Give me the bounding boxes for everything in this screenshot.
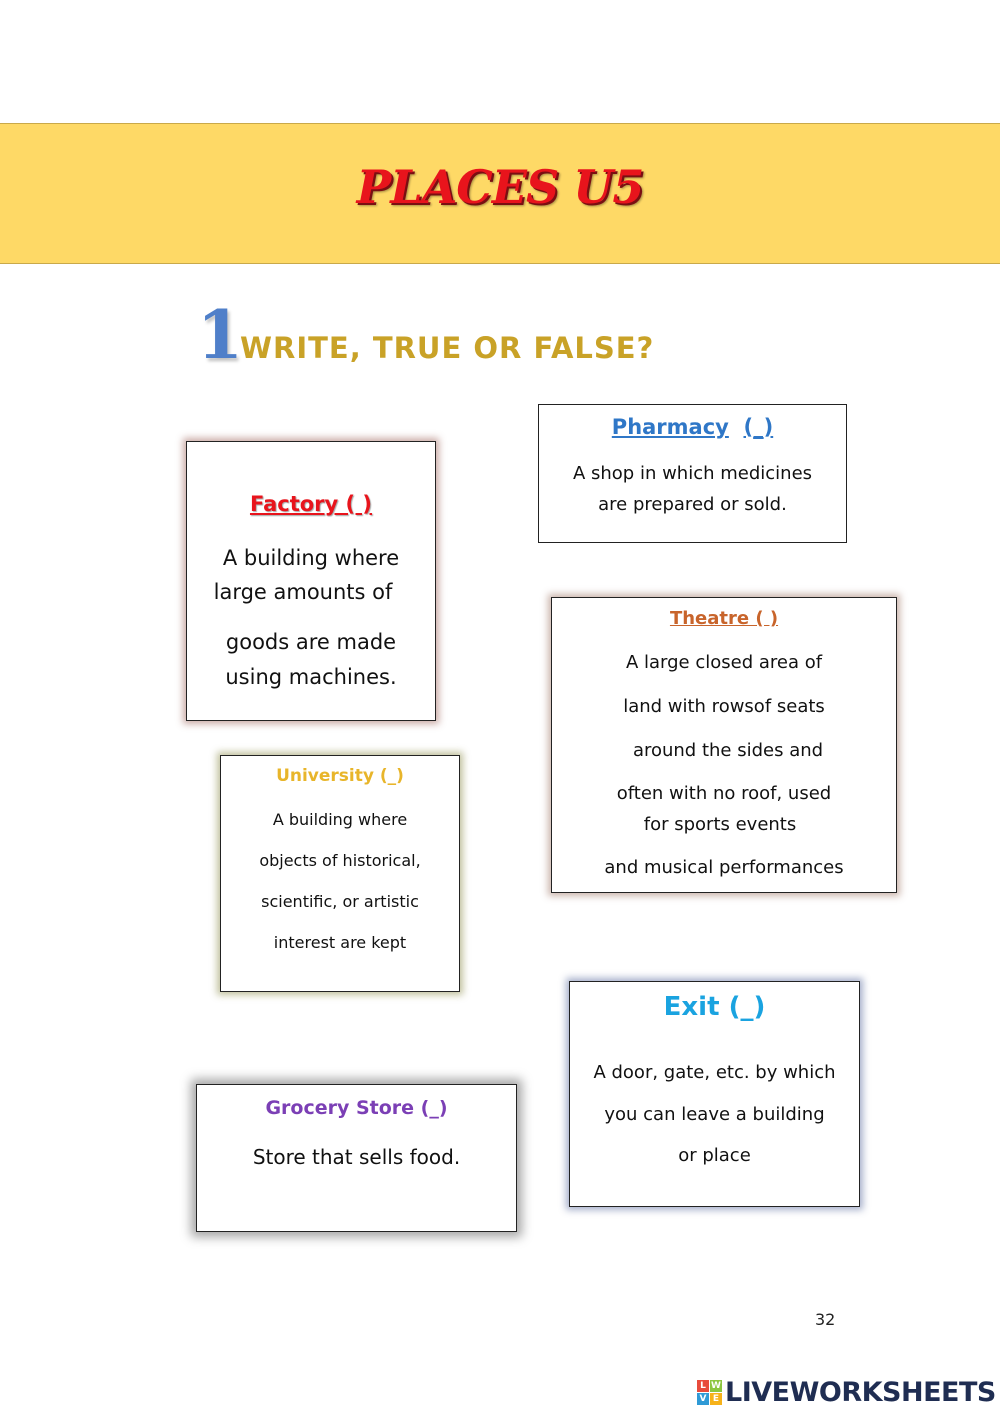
card-factory-line: using machines. (225, 665, 397, 689)
card-factory-title[interactable]: Factory ( ) (249, 492, 373, 516)
card-exit-line: or place (678, 1145, 751, 1166)
liveworksheets-logo[interactable] (697, 1377, 996, 1408)
exercise-number: 1 (197, 296, 243, 374)
card-grocery-store (196, 1084, 517, 1232)
card-pharmacy-title-row (539, 415, 846, 439)
card-factory-line: large amounts of (213, 580, 393, 604)
card-theatre-line: around the sides and (632, 740, 824, 761)
page-number: 32 (815, 1310, 836, 1329)
logo-letter: E (710, 1393, 722, 1405)
card-university-line: interest are kept (273, 933, 407, 952)
card-university-title[interactable]: University (_) (276, 766, 404, 786)
card-factory (186, 441, 436, 721)
card-university-line: objects of historical, (259, 851, 421, 870)
logo-letter: W (711, 1381, 721, 1391)
card-theatre (551, 597, 897, 893)
card-grocery-line: Store that sells food. (252, 1145, 461, 1169)
card-pharmacy-title[interactable]: Pharmacy (611, 415, 729, 439)
card-theatre-line: and musical performances (604, 857, 844, 878)
card-university-line: A building where (272, 810, 408, 829)
card-factory-line: A building where (222, 546, 400, 570)
logo-mark-icon (697, 1380, 722, 1405)
card-factory-line: goods are made (225, 630, 397, 654)
card-pharmacy (538, 404, 847, 543)
card-theatre-title[interactable]: Theatre ( ) (669, 608, 779, 629)
card-university-line: scientific, or artistic (261, 892, 419, 911)
card-pharmacy-line: are prepared or sold. (598, 494, 787, 515)
card-university (220, 755, 460, 992)
logo-letter: V (697, 1393, 709, 1405)
exercise-heading: WRITE, TRUE OR FALSE? (240, 331, 655, 365)
card-theatre-line: land with rowsof seats (623, 696, 825, 717)
card-exit-line: you can leave a building (604, 1104, 825, 1125)
card-theatre-line: A large closed area of (625, 652, 823, 673)
card-exit (569, 981, 860, 1207)
card-theatre-line: for sports events (643, 814, 797, 835)
card-theatre-line: often with no roof, used (616, 783, 832, 804)
card-exit-line: A door, gate, etc. by which (593, 1062, 836, 1083)
card-grocery-title[interactable]: Grocery Store (_) (265, 1097, 448, 1119)
card-pharmacy-line: A shop in which medicines (572, 463, 813, 484)
card-exit-title[interactable]: Exit (_) (663, 992, 766, 1022)
page-title: PLACES U5 (356, 160, 644, 214)
logo-letter: L (697, 1380, 709, 1392)
logo-text: LIVEWORKSHEETS (725, 1377, 996, 1408)
card-pharmacy-blank[interactable]: (_) (743, 415, 774, 439)
